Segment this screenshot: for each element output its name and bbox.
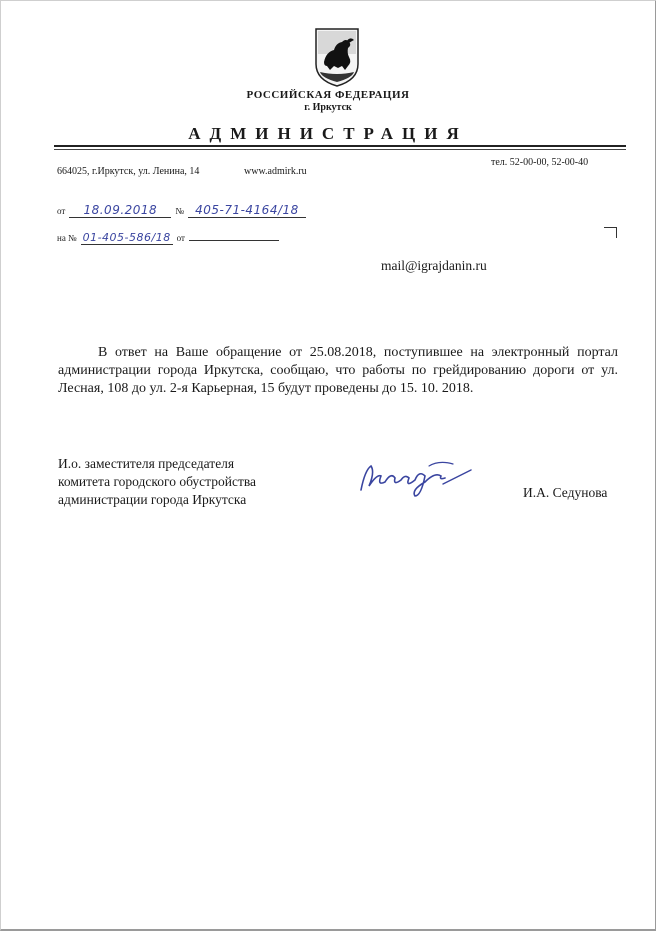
signer-title-line1: И.о. заместителя председателя bbox=[58, 456, 235, 471]
signer-name: И.А. Седунова bbox=[523, 485, 608, 500]
registration-number: 405-71-4164/18 bbox=[188, 203, 306, 218]
outgoing-registration-row bbox=[57, 201, 306, 219]
reply-number: 01-405-586/18 bbox=[82, 231, 171, 244]
address-corner-mark bbox=[604, 227, 617, 238]
header-divider bbox=[54, 145, 626, 147]
reply-from-label: от bbox=[176, 233, 185, 243]
redacted-recipient bbox=[364, 220, 508, 254]
recipient-email: mail@igrajdanin.ru bbox=[381, 258, 487, 273]
address: 664025, г.Иркутск, ул. Ленина, 14 bbox=[57, 166, 200, 177]
federation-label: РОССИЙСКАЯ ФЕДЕРАЦИЯ bbox=[246, 89, 410, 101]
signer-title-line3: администрации города Иркутска bbox=[58, 492, 247, 507]
from-label: от bbox=[57, 206, 66, 216]
redacted-salutation bbox=[203, 305, 508, 327]
website-link[interactable]: www.admirk.ru bbox=[244, 166, 307, 177]
number-label: № bbox=[175, 206, 184, 216]
letter-body: В ответ на Ваше обращение от 25.08.2018, поступившее на электронный портал администрации города Иркутска, сообщаю, что работы по грейдированию дороги от ул. Лесная, 108 до ул. 2-я Карьерная, 15 будут проведены до 15. 10. 2018. bbox=[58, 345, 618, 396]
registration-date: 18.09.2018 bbox=[69, 203, 171, 218]
city-label: г. Иркутск bbox=[304, 102, 352, 113]
signer-title-line2: комитета городского обустройства bbox=[58, 474, 257, 489]
reply-label: на № bbox=[57, 233, 77, 243]
page-title: АДМИНИСТРАЦИЯ bbox=[188, 124, 468, 143]
signer-title bbox=[58, 455, 256, 509]
header-divider-thin bbox=[54, 149, 626, 150]
incoming-registration-row bbox=[57, 228, 279, 246]
phone-number: тел. 52-00-00, 52-00-40 bbox=[491, 157, 589, 168]
irkutsk-coat-of-arms-icon bbox=[312, 26, 362, 88]
reply-date-blank bbox=[189, 240, 279, 241]
handwritten-signature bbox=[355, 456, 475, 498]
